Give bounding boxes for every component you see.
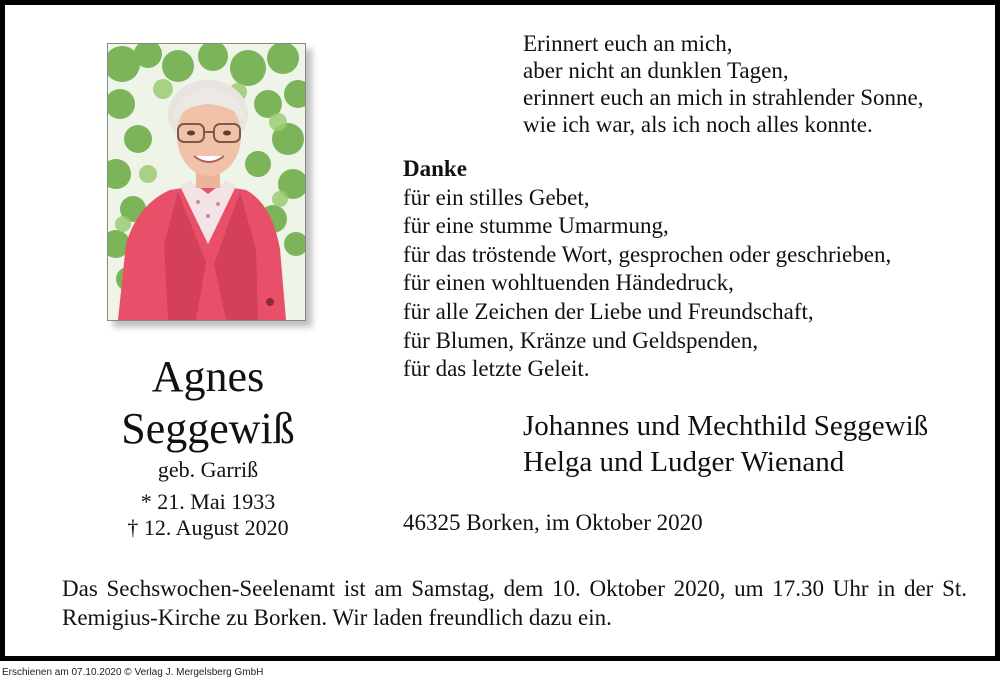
signature-line: Johannes und Mechthild Seggewiß [523, 410, 929, 442]
thanks-line: für eine stumme Umarmung, [403, 213, 669, 239]
memorial-poem [523, 30, 923, 138]
portrait-photo-icon [108, 44, 305, 320]
family-signatures [523, 408, 928, 480]
signature-line: Helga und Ludger Wienand [523, 446, 845, 478]
deceased-first-name: Agnes [151, 352, 265, 401]
deceased-death-date: † 12. August 2020 [127, 515, 289, 540]
poem-line: aber nicht an dunklen Tagen, [523, 58, 789, 83]
place-date: 46325 Borken, im Oktober 2020 [403, 510, 703, 535]
thanks-line: für alle Zeichen der Liebe und Freundschaft, [403, 298, 814, 324]
thanks-line: für das tröstende Wort, gesprochen oder geschrieben, [403, 241, 892, 267]
thanks-heading: Danke [403, 156, 467, 181]
poem-line: erinnert euch an mich in strahlender Sonne, [523, 85, 924, 110]
publication-credit: Erschienen am 07.10.2020 © Verlag J. Mergelsberg GmbH [2, 667, 264, 678]
service-notice: Das Sechswochen-Seelenamt ist am Samstag, dem 10. Oktober 2020, um 17.30 Uhr in der St. Remigius-Kirche zu Borken. Wir laden freundlich dazu ein. [62, 576, 967, 630]
poem-line: Erinnert euch an mich, [523, 31, 733, 56]
poem-line: wie ich war, als ich noch alles konnte. [523, 112, 873, 137]
deceased-birth-name: geb. Garriß [157, 457, 259, 482]
deceased-last-name: Seggewiß [121, 404, 295, 453]
thanks-line: für das letzte Geleit. [403, 356, 590, 382]
thanks-line: für Blumen, Kränze und Geldspenden, [403, 327, 759, 353]
thanks-section [403, 155, 891, 384]
deceased-birth-date: * 21. Mai 1933 [140, 489, 276, 514]
thanks-line: für einen wohltuenden Händedruck, [403, 270, 734, 296]
portrait-photo [107, 43, 306, 321]
thanks-line: für ein stilles Gebet, [403, 184, 590, 210]
